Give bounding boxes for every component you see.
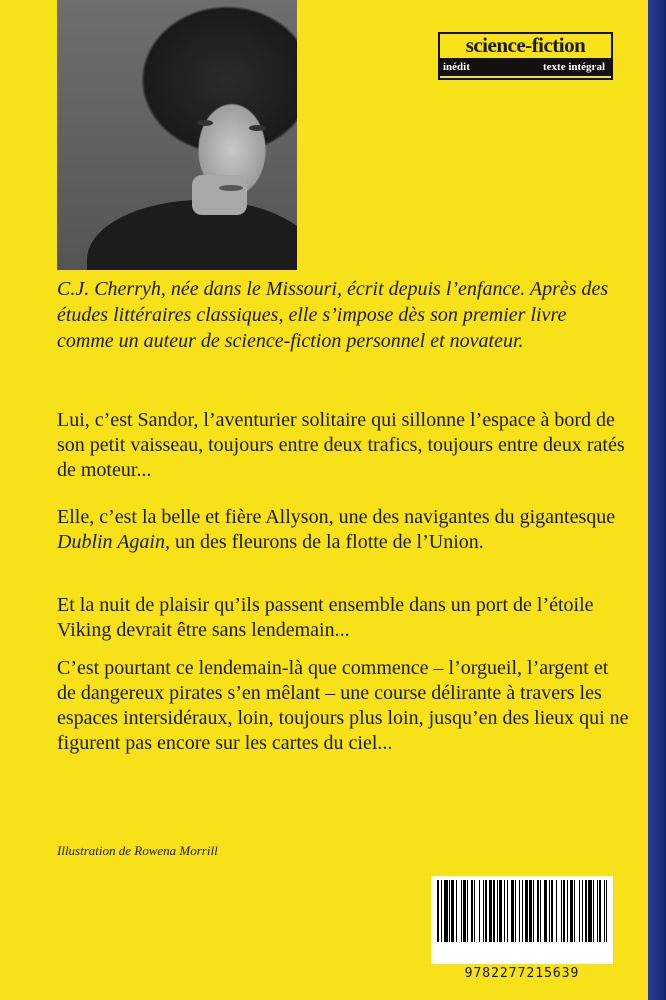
barcode-bar xyxy=(519,880,520,942)
barcode-bar xyxy=(533,880,534,942)
barcode-bar xyxy=(574,880,575,942)
author-bio: C.J. Cherryh, née dans le Missouri, écrit depuis l’enfance. Après des études littéraires classiques, elle s’impose dès son premier livre comme un auteur de science-fiction personnel et novateur. xyxy=(57,278,609,352)
barcode-bar xyxy=(588,880,592,942)
collection-label-inedit: inédit xyxy=(443,61,470,73)
barcode-bar xyxy=(529,880,531,942)
author-photo-eye-right xyxy=(249,125,265,131)
barcode-bar xyxy=(570,880,572,942)
isbn-number: 9782277215639 xyxy=(464,966,580,981)
barcode-bar xyxy=(599,880,601,942)
barcode-bar xyxy=(474,880,475,942)
barcode-bar xyxy=(579,880,580,942)
barcode-bar xyxy=(537,880,539,942)
barcode-bar xyxy=(463,880,465,942)
barcode-bar xyxy=(507,880,508,942)
barcode-bar xyxy=(556,880,557,942)
barcode-bar xyxy=(437,880,439,942)
author-photo-lips xyxy=(219,185,243,191)
barcode xyxy=(431,876,613,964)
barcode-bar xyxy=(511,880,513,942)
blurb-paragraph-1: Lui, c’est Sandor, l’aventurier solitaire qui sillonne l’espace à bord de son petit vaisseau, toujours entre deux trafics, toujours entre deux ratés de moteur... xyxy=(57,409,625,481)
collection-label-texte-integral: texte intégral xyxy=(543,61,605,73)
author-photo-eye-left xyxy=(197,120,213,126)
barcode-bar xyxy=(593,880,594,942)
barcode-bar xyxy=(493,880,494,942)
barcode-bar xyxy=(540,880,541,942)
barcode-bar xyxy=(551,880,553,942)
collection-badge xyxy=(438,32,613,80)
barcode-bar xyxy=(504,880,505,942)
barcode-bar xyxy=(544,880,548,942)
author-photo-neck xyxy=(192,175,247,215)
barcode-bar xyxy=(467,880,468,942)
author-photo xyxy=(57,0,297,270)
barcode-bar xyxy=(561,880,562,942)
blurb-paragraph-3: Et la nuit de plaisir qu’ils passent ensemble dans un port de l’étoile Viking devrait être sans lendemain... xyxy=(57,594,594,641)
barcode-bar xyxy=(461,880,462,942)
barcode-bar xyxy=(499,880,501,942)
blurb-paragraph-4: C’est pourtant ce lendemain-là que commence – l’orgueil, l’argent et de dangereux pirates s’en mêlant – une course délirante à travers les espaces intersidéraux, loin, toujours plus loin, jusqu’en des lieux qui ne figurent pas encore sur les cartes du ciel... xyxy=(57,657,629,754)
barcode-bar xyxy=(483,880,484,942)
blurb-paragraph-2 xyxy=(57,505,632,555)
illustration-credit: Illustration de Rowena Morrill xyxy=(57,843,218,858)
collection-subline xyxy=(440,58,611,76)
barcode-bar xyxy=(567,880,568,942)
barcode-bar xyxy=(563,880,565,942)
barcode-bar xyxy=(606,880,607,942)
barcode-bar xyxy=(515,880,516,942)
barcode-bar xyxy=(471,880,473,942)
blurb-paragraph-2-end: un des fleurons de la flotte de l’Union. xyxy=(169,531,484,553)
blurb-paragraph-2-start: Elle, c’est la belle et fière Allyson, une des navigantes du gigantesque xyxy=(57,506,616,528)
barcode-bar xyxy=(549,880,550,942)
ship-name: Dublin Again, xyxy=(57,531,170,553)
barcode-bar xyxy=(585,880,587,942)
collection-title: science-fiction xyxy=(465,33,586,57)
barcode-bar xyxy=(485,880,487,942)
barcode-bar xyxy=(597,880,598,942)
barcode-bar xyxy=(525,880,529,942)
barcode-bar xyxy=(456,880,457,942)
book-spine-edge xyxy=(648,0,666,1000)
barcode-bar xyxy=(489,880,493,942)
barcode-bar xyxy=(582,880,583,942)
barcode-bar xyxy=(604,880,605,942)
barcode-bar xyxy=(449,880,450,942)
barcode-bar xyxy=(441,880,442,942)
barcode-bar xyxy=(479,880,480,942)
barcode-bar xyxy=(522,880,523,942)
barcode-bar xyxy=(444,880,448,942)
author-photo-garment xyxy=(87,200,297,270)
barcode-bar xyxy=(497,880,498,942)
barcode-bar xyxy=(451,880,453,942)
